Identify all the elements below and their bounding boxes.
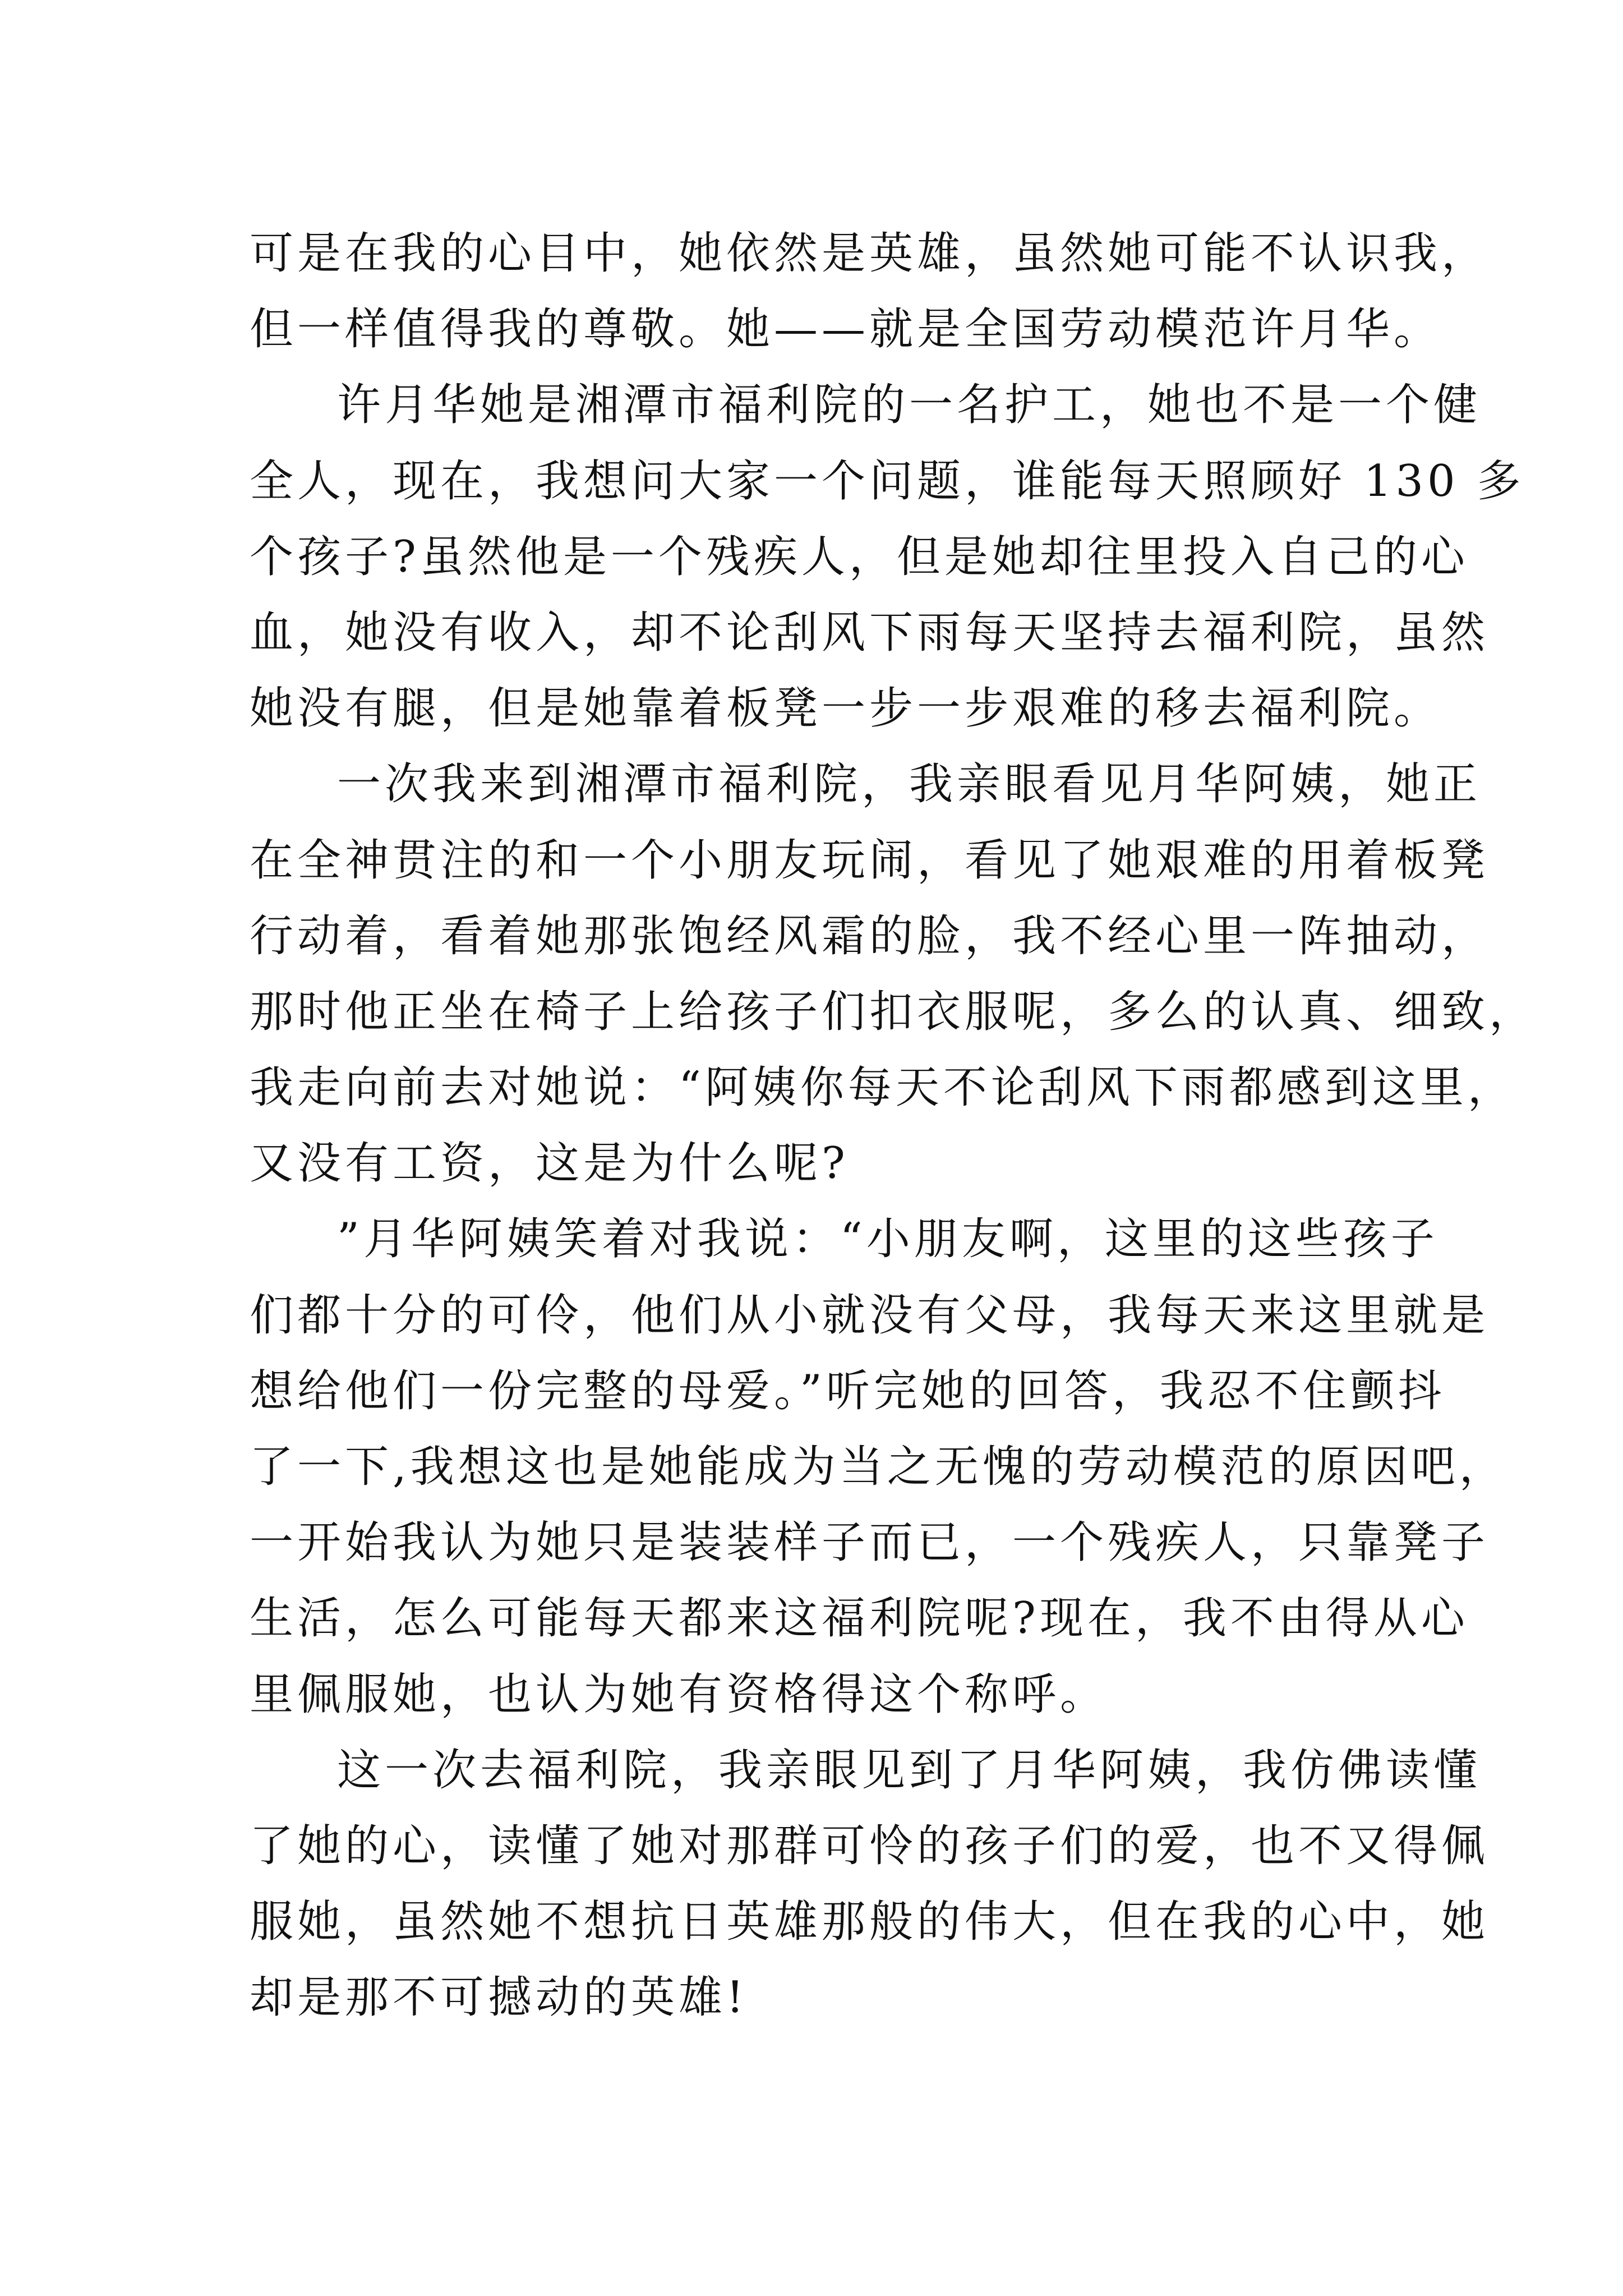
text-line: 又没有工资，这是为什么呢? <box>250 1138 849 1189</box>
text-line: 但一样值得我的尊敬。她——就是全国劳动模范许月华。 <box>250 304 1442 355</box>
text-line: 里佩服她，也认为她有资格得这个称呼。 <box>250 1669 1108 1720</box>
text-line: 血，她没有收入，却不论刮风下雨每天坚持去福利院，虽然 <box>250 607 1490 658</box>
text-line: 她没有腿，但是她靠着板凳一步一步艰难的移去福利院。 <box>250 683 1442 734</box>
text-line: 在全神贯注的和一个小朋友玩闹，看见了她艰难的用着板凳 <box>250 835 1490 886</box>
paragraph-first-line: 这一次去福利院，我亲眼见到了月华阿姨，我仿佛读懂 <box>337 1745 1482 1796</box>
text-line: 全人，现在，我想问大家一个问题，谁能每天照顾好 130 多 <box>250 455 1525 507</box>
text-line: 行动着，看着她那张饱经风霜的脸，我不经心里一阵抽动， <box>250 910 1490 961</box>
text-line: 生活，怎么可能每天都来这福利院呢?现在，我不由得从心 <box>250 1593 1469 1644</box>
text-line: 想给他们一份完整的母爱。”听完她的回答，我忍不住颤抖 <box>250 1365 1446 1416</box>
text-line: 却是那不可撼动的英雄! <box>250 1972 748 2023</box>
paragraph-first-line: 许月华她是湘潭市福利院的一名护工，她也不是一个健 <box>337 380 1482 431</box>
text-line: 那时他正坐在椅子上给孩子们扣衣服呢，多么的认真、细致， <box>250 986 1537 1037</box>
paragraph-first-line: 一次我来到湘潭市福利院，我亲眼看见月华阿姨，她正 <box>337 759 1482 810</box>
text-line: 了一下,我想这也是她能成为当之无愧的劳动模范的原因吧， <box>250 1442 1507 1492</box>
paragraph-first-line: ”月华阿姨笑着对我说：“小朋友啊，这里的这些孩子 <box>337 1214 1438 1265</box>
text-line: 可是在我的心目中，她依然是英雄，虽然她可能不认识我， <box>250 228 1490 279</box>
text-line: 我走向前去对她说：“阿姨你每天不论刮风下雨都感到这里， <box>250 1062 1515 1114</box>
text-line: 个孩子?虽然他是一个残疾人，但是她却往里投入自己的心 <box>250 531 1469 582</box>
body-text <box>250 216 1537 2036</box>
text-line: 们都十分的可伶，他们从小就没有父母，我每天来这里就是 <box>250 1290 1490 1341</box>
text-line: 一开始我认为她只是装装样子而已，一个残疾人，只靠凳子 <box>250 1517 1490 1568</box>
text-line: 了她的心，读懂了她对那群可怜的孩子们的爱，也不又得佩 <box>250 1820 1490 1871</box>
text-line: 服她，虽然她不想抗日英雄那般的伟大，但在我的心中，她 <box>250 1897 1490 1948</box>
